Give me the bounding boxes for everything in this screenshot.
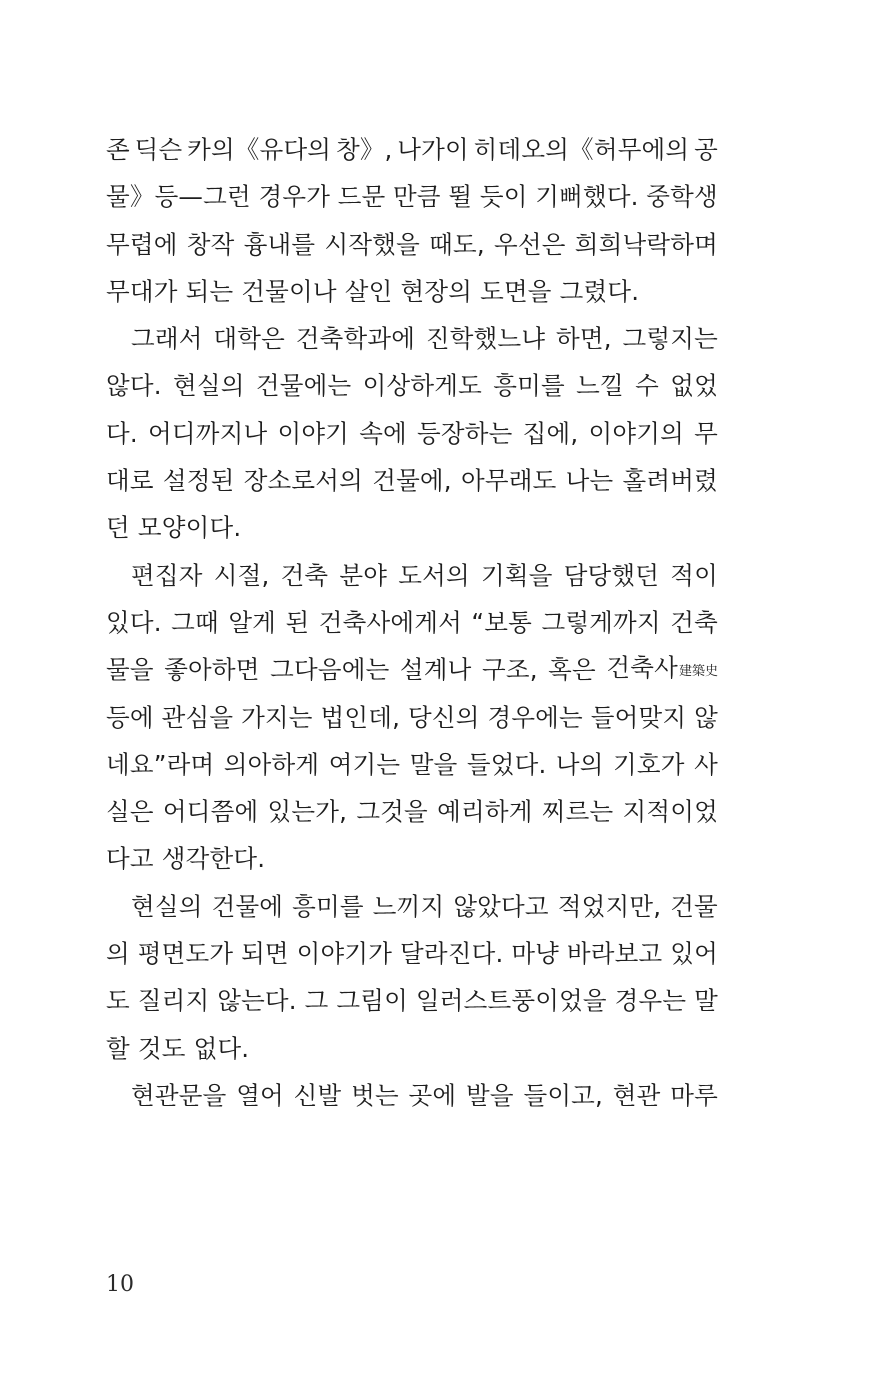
word: 수 xyxy=(635,371,659,401)
word: 않았다고 xyxy=(453,891,549,921)
word: 도 xyxy=(106,986,130,1016)
text-line xyxy=(106,362,718,409)
word: 무 xyxy=(694,418,718,448)
word: 말을 xyxy=(409,749,458,779)
word: 뛸 xyxy=(448,182,473,212)
text-line xyxy=(106,788,718,835)
word: 건물에, xyxy=(372,466,452,496)
text-line xyxy=(106,221,718,268)
text-line xyxy=(106,1025,718,1072)
word: 집에, xyxy=(522,418,579,448)
body-text xyxy=(106,126,718,1119)
word: 어디쯤에 xyxy=(162,797,259,827)
word: 이야기 xyxy=(277,418,350,448)
word: 현관문을 xyxy=(131,1080,227,1110)
word: 기획을 xyxy=(480,560,553,590)
word: 무렵에 xyxy=(106,229,178,259)
word: 창》, xyxy=(335,135,393,164)
word: 않는다. xyxy=(217,986,297,1016)
word: 실은 xyxy=(106,797,154,827)
word: 설계나 xyxy=(399,655,472,685)
word: 혹은 xyxy=(548,655,596,685)
word: 카의《유다의 xyxy=(187,135,332,164)
word: 건축사建築史 xyxy=(606,652,718,682)
word: 시절, xyxy=(213,560,270,590)
word: 등에 xyxy=(106,702,154,732)
word: 대학은 xyxy=(213,324,285,354)
word: 흉내를 xyxy=(243,229,316,259)
word: 나의 xyxy=(555,749,604,779)
word: 알게 xyxy=(228,607,277,637)
word: 마루 xyxy=(670,1080,718,1110)
word: 예리하게 xyxy=(437,797,533,827)
word: 우선은 xyxy=(494,229,566,259)
word: 가지는 xyxy=(241,702,313,732)
word: 구조, xyxy=(481,655,538,685)
word: 신발 xyxy=(293,1080,342,1110)
word: 있는가, xyxy=(267,797,348,827)
word: 설정된 xyxy=(162,466,235,496)
text-line xyxy=(106,504,718,551)
word: 현관 xyxy=(612,1080,661,1110)
word: 되면 xyxy=(241,939,289,969)
word: 창작 xyxy=(186,229,235,259)
word: 만큼 xyxy=(393,182,441,212)
word: 나가이 xyxy=(397,135,469,164)
word: 느낄 xyxy=(576,371,624,401)
word: 벗는 xyxy=(351,1080,399,1110)
word: 현실의 xyxy=(131,891,203,921)
word: 중학생 xyxy=(646,182,718,212)
paragraph-first-line xyxy=(106,552,718,599)
word: 듯이 xyxy=(479,182,528,212)
hanja-annotation: 建築史 xyxy=(678,663,718,679)
word: 흥미를 xyxy=(292,891,364,921)
line-text: 무대가 되는 건물이나 살인 현장의 도면을 그렸다. xyxy=(106,276,640,306)
word: 기뻐했다. xyxy=(535,182,639,212)
word: 딕슨 xyxy=(134,135,183,164)
word: 된 xyxy=(285,607,310,637)
word: 다. xyxy=(106,418,138,448)
word: 마냥 xyxy=(511,939,560,969)
word: 등장하는 xyxy=(417,418,513,448)
word: 여기는 xyxy=(328,749,401,779)
word: 현실의 xyxy=(173,371,245,401)
word: 건물 xyxy=(670,891,718,921)
paragraph-first-line xyxy=(106,315,718,362)
text-line xyxy=(106,835,718,882)
text-line xyxy=(106,457,718,504)
word: 물》등—그런 xyxy=(106,182,251,212)
word: 기호가 xyxy=(613,749,685,779)
word: 분야 xyxy=(339,560,388,590)
word: 건축사에게서 xyxy=(318,607,462,637)
word: 그것을 xyxy=(356,797,428,827)
word: 지적이었 xyxy=(622,797,718,827)
word: 그렇지는 xyxy=(622,324,718,354)
text-line xyxy=(106,173,718,220)
text-line xyxy=(106,741,718,788)
line-text: 다고 생각한다. xyxy=(106,844,266,874)
word: 있어 xyxy=(670,939,718,969)
text-line xyxy=(106,410,718,457)
text-line xyxy=(106,126,718,173)
word: 느끼지 xyxy=(372,891,445,921)
word: 경우는 xyxy=(614,986,687,1016)
word: 사 xyxy=(694,749,718,779)
word: 의아하게 xyxy=(223,749,320,779)
word: 그림이 xyxy=(336,986,408,1016)
word: 그래서 xyxy=(131,324,203,354)
word: 않다. xyxy=(106,371,162,401)
word: 편집자 xyxy=(131,560,203,590)
paragraph-first-line xyxy=(106,1072,718,1119)
word: 희희낙락하며 xyxy=(574,229,718,259)
word: 경우에는 xyxy=(487,702,583,732)
word: “보통 xyxy=(471,607,533,637)
word: 열어 xyxy=(236,1080,284,1110)
word: 찌르는 xyxy=(541,797,614,827)
word: 좋아하면 xyxy=(164,655,260,685)
word: 대로 xyxy=(106,466,154,496)
word: 속에 xyxy=(359,418,407,448)
word: 평면도가 xyxy=(137,939,234,969)
word: 발을 xyxy=(466,1080,514,1110)
word: 나는 xyxy=(565,466,614,496)
word: 말 xyxy=(694,986,718,1016)
word: 곳에 xyxy=(408,1080,457,1110)
word: 들이고, xyxy=(523,1080,604,1110)
word: 경우가 xyxy=(258,182,331,212)
line-text: 던 모양이다. xyxy=(106,513,242,543)
word: 흥미를 xyxy=(493,371,565,401)
word: 이야기의 xyxy=(588,418,684,448)
word: 관심을 xyxy=(161,702,234,732)
word: 드문 xyxy=(337,182,386,212)
text-line xyxy=(106,646,718,693)
word: 건축 xyxy=(280,560,329,590)
word: 들었다. xyxy=(466,749,547,779)
word: 없었 xyxy=(670,371,718,401)
word: 진학했느냐 xyxy=(425,324,546,354)
word: 건물에는 xyxy=(255,371,352,401)
word: 그 xyxy=(304,986,329,1016)
word: 홀려버렸 xyxy=(622,466,718,496)
word: 때도, xyxy=(429,229,485,259)
word: 않 xyxy=(694,702,718,732)
word: 이상하게도 xyxy=(362,371,482,401)
word: 있다. xyxy=(106,607,162,637)
word: 건물에 xyxy=(211,891,284,921)
line-text: 할 것도 없다. xyxy=(106,1033,250,1063)
word: 당신의 xyxy=(407,702,480,732)
word: 의 xyxy=(106,939,130,969)
word: 적이 xyxy=(670,560,718,590)
word: 시작했을 xyxy=(324,229,420,259)
word: 물을 xyxy=(106,655,154,685)
word: 히데오의《허무에의 xyxy=(473,135,690,164)
word: 아무래도 xyxy=(460,466,557,496)
word: 도서의 xyxy=(398,560,470,590)
word: 이야기가 xyxy=(296,939,393,969)
word: 그다음에는 xyxy=(270,655,390,685)
word: 네요”라며 xyxy=(106,749,215,779)
word: 장소로서의 xyxy=(243,466,364,496)
word: 그때 xyxy=(171,607,219,637)
word: 하면, xyxy=(555,324,612,354)
word: 질리지 xyxy=(137,986,210,1016)
paragraph-first-line xyxy=(106,883,718,930)
text-line xyxy=(106,694,718,741)
word: 존 xyxy=(106,135,130,164)
text-line xyxy=(106,977,718,1024)
word: 공 xyxy=(694,135,718,164)
word: 어디까지나 xyxy=(147,418,268,448)
text-line xyxy=(106,930,718,977)
word: 담당했던 xyxy=(563,560,660,590)
word: 바라보고 xyxy=(566,939,663,969)
word: 그렇게까지 xyxy=(541,607,661,637)
text-line xyxy=(106,268,718,315)
word: 건축 xyxy=(670,607,718,637)
word: 달라진다. xyxy=(399,939,504,969)
text-line xyxy=(106,599,718,646)
page-number: 10 xyxy=(106,1272,134,1297)
word: 법인데, xyxy=(320,702,401,732)
word: 들어맞지 xyxy=(590,702,687,732)
word: 적었지만, xyxy=(557,891,662,921)
word: 건축학과에 xyxy=(295,324,416,354)
word: 일러스트풍이었을 xyxy=(415,986,607,1016)
